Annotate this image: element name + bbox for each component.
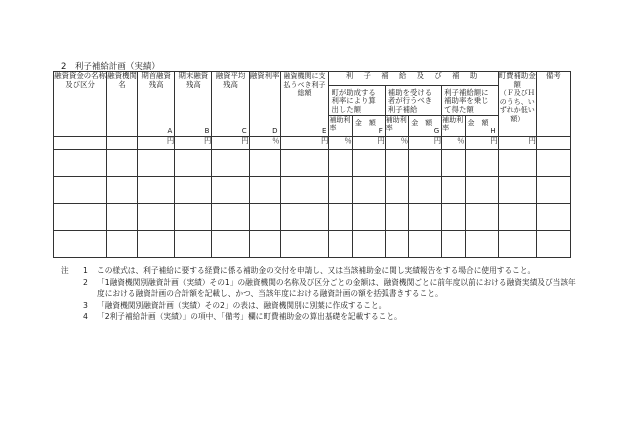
- header-sub-town-rate: 町が助成する利率により算出した額: [329, 85, 385, 116]
- unit-yen: 円: [465, 137, 498, 150]
- header-sub-ratio: 利子補給額に補助率を乗じて得た額: [442, 85, 498, 116]
- unit-row: [54, 137, 571, 150]
- notes: [61, 265, 581, 323]
- header-average-balance: 融資平均残高 C: [212, 72, 249, 137]
- section-title: 2 利子補給計画（実績）: [61, 62, 160, 72]
- header-loan-rate: 融資利率 D: [249, 71, 280, 136]
- header-lender: 融資機関名: [107, 72, 138, 137]
- note-item: 3 「融資機関別融資計画（実績）その2」の表は、融資機関別に別葉に作成すること。: [83, 300, 387, 310]
- unit-yen: 円: [352, 137, 385, 150]
- header-fund-name: 融資資金の名称及び区分: [54, 72, 107, 137]
- code-a: A: [167, 127, 173, 136]
- header-sub-recipient: 補助を受ける者が行うべき利子補給: [385, 85, 441, 116]
- unit-yen: 円: [498, 137, 536, 150]
- header-amount-g: 金 額 G: [409, 116, 442, 137]
- header-rate-f: 補助利率: [329, 116, 352, 137]
- unit-yen: 円: [175, 137, 212, 150]
- table-row: [54, 203, 571, 230]
- table-row: [54, 230, 571, 257]
- interest-subsidy-table: [53, 71, 571, 258]
- table-cell: [54, 137, 107, 150]
- code-g: G: [433, 127, 440, 136]
- header-total-interest: 融資機関に支払うべき利子総額 E: [280, 72, 329, 137]
- unit-percent: ％: [442, 137, 465, 150]
- table-cell: [107, 137, 138, 150]
- unit-percent: ％: [385, 137, 408, 150]
- header-opening-balance: 期首融資残高 A: [138, 72, 175, 137]
- header-amount-h: 金 額 H: [465, 116, 498, 137]
- header-rate-h: 補助利率: [442, 116, 465, 137]
- notes-label: 注: [61, 266, 69, 275]
- unit-percent: ％: [329, 137, 352, 150]
- table-row: [54, 149, 571, 176]
- code-b: B: [204, 127, 210, 136]
- header-subsidy-group: 利 子 補 給 及 び 補 助: [329, 72, 498, 86]
- note-item: 2 「1融資機関別融資計画（実績）その1」の融資機関の名称及び区分ごとの金額は、融資機関ごとに前年度以前における融資実績及び当該年度における融資計画の合計額を記載し、かつ、当該年度における融資計画の額を括弧書きすること。: [83, 277, 576, 299]
- unit-yen: 円: [138, 137, 175, 150]
- code-c: C: [241, 127, 247, 136]
- note-item: 4 「2利子補給計画（実績）」の項中、「備考」欄に町費補助金の算出基礎を記載すること。: [83, 312, 402, 322]
- note-item: 注 1 この様式は、利子補給に要する経費に係る補助金の交付を申請し、又は当該補助金に関し実績報告をする場合に使用すること。: [61, 266, 536, 275]
- header-closing-balance: 期末融資残高 B: [175, 72, 212, 137]
- code-f: F: [378, 127, 383, 136]
- unit-yen: 円: [212, 137, 249, 150]
- unit-percent: ％: [249, 137, 280, 150]
- code-d: D: [272, 127, 278, 136]
- table-row: [54, 176, 571, 203]
- header-town-subsidy: 町費補助金額 （Ｆ及びＨのうち、いずれか低い額）: [498, 72, 536, 137]
- header-remarks: 備考: [536, 72, 570, 137]
- code-h: H: [490, 127, 496, 136]
- header-amount-f: 金 額 F: [352, 116, 385, 137]
- unit-yen: 円: [409, 137, 442, 150]
- table-cell: [536, 137, 570, 150]
- header-rate-g: 補助利率: [385, 116, 408, 137]
- code-e: E: [322, 127, 327, 136]
- unit-yen: 円: [280, 137, 329, 150]
